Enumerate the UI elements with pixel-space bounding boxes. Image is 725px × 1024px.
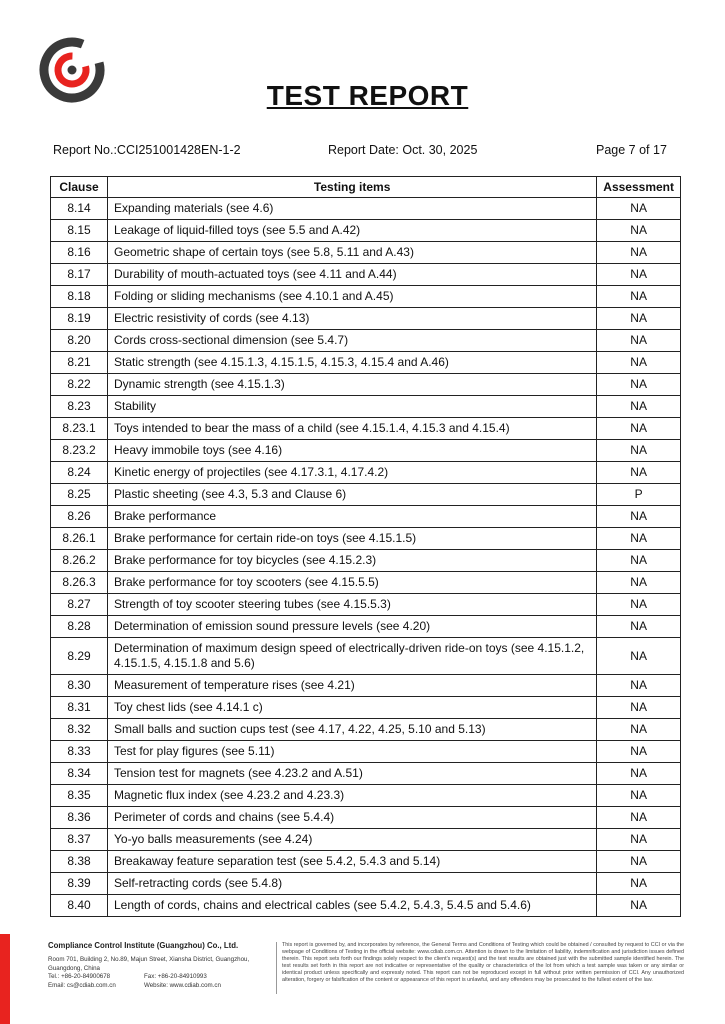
assessment-cell: NA (597, 895, 681, 917)
table-row (51, 638, 681, 675)
clause-cell: 8.26.2 (51, 550, 108, 572)
assessment-cell: NA (597, 506, 681, 528)
testing-item-cell: Leakage of liquid-filled toys (see 5.5 and A.42) (108, 220, 597, 242)
testing-item-cell: Cords cross-sectional dimension (see 5.4.7) (108, 330, 597, 352)
table-row (51, 198, 681, 220)
assessment-cell: NA (597, 550, 681, 572)
assessment-cell: NA (597, 220, 681, 242)
clause-cell: 8.22 (51, 374, 108, 396)
table-row (51, 220, 681, 242)
assessment-cell: NA (597, 462, 681, 484)
assessment-cell: NA (597, 242, 681, 264)
clause-cell: 8.28 (51, 616, 108, 638)
assessment-cell: NA (597, 807, 681, 829)
clause-cell: 8.31 (51, 697, 108, 719)
testing-item-cell: Expanding materials (see 4.6) (108, 198, 597, 220)
assessment-cell: NA (597, 741, 681, 763)
assessment-cell: NA (597, 396, 681, 418)
column-header-testing-items: Testing items (108, 177, 597, 198)
column-header-clause: Clause (51, 177, 108, 198)
testing-item-cell: Electric resistivity of cords (see 4.13) (108, 308, 597, 330)
assessment-cell: NA (597, 374, 681, 396)
clause-cell: 8.27 (51, 594, 108, 616)
testing-item-cell: Determination of emission sound pressure levels (see 4.20) (108, 616, 597, 638)
clause-cell: 8.20 (51, 330, 108, 352)
page-number: Page 7 of 17 (596, 143, 667, 157)
table-row (51, 484, 681, 506)
table-row (51, 572, 681, 594)
table-row (51, 697, 681, 719)
clause-cell: 8.16 (51, 242, 108, 264)
testing-item-cell: Static strength (see 4.15.1.3, 4.15.1.5, 4.15.3, 4.15.4 and A.46) (108, 352, 597, 374)
report-date: Report Date: Oct. 30, 2025 (328, 143, 478, 157)
report-number: Report No.:CCI251001428EN-1-2 (53, 143, 241, 157)
testing-item-cell: Brake performance (108, 506, 597, 528)
table-row (51, 264, 681, 286)
clause-cell: 8.23.1 (51, 418, 108, 440)
table-row (51, 719, 681, 741)
testing-item-cell: Toys intended to bear the mass of a child (see 4.15.1.4, 4.15.3 and 4.15.4) (108, 418, 597, 440)
table-row (51, 440, 681, 462)
clause-cell: 8.29 (51, 638, 108, 675)
assessment-cell: NA (597, 829, 681, 851)
testing-item-cell: Dynamic strength (see 4.15.1.3) (108, 374, 597, 396)
page-title: TEST REPORT (266, 80, 469, 111)
testing-item-cell: Brake performance for certain ride-on toys (see 4.15.1.5) (108, 528, 597, 550)
clause-cell: 8.39 (51, 873, 108, 895)
email: Email: cs@cdiab.com.cn (48, 981, 116, 989)
table-row (51, 374, 681, 396)
assessment-cell: NA (597, 785, 681, 807)
testing-item-cell: Length of cords, chains and electrical cables (see 5.4.2, 5.4.3, 5.4.5 and 5.4.6) (108, 895, 597, 917)
clause-cell: 8.23 (51, 396, 108, 418)
assessment-cell: NA (597, 675, 681, 697)
assessment-cell: P (597, 484, 681, 506)
assessment-cell: NA (597, 638, 681, 675)
testing-item-cell: Tension test for magnets (see 4.23.2 and A.51) (108, 763, 597, 785)
table-row (51, 785, 681, 807)
clause-cell: 8.26.3 (51, 572, 108, 594)
assessment-cell: NA (597, 330, 681, 352)
table-row (51, 396, 681, 418)
clause-cell: 8.30 (51, 675, 108, 697)
assessment-cell: NA (597, 440, 681, 462)
clause-cell: 8.15 (51, 220, 108, 242)
testing-item-cell: Kinetic energy of projectiles (see 4.17.3.1, 4.17.4.2) (108, 462, 597, 484)
testing-item-cell: Plastic sheeting (see 4.3, 5.3 and Clause 6) (108, 484, 597, 506)
table-row (51, 528, 681, 550)
legal-disclaimer: This report is governed by, and incorporates by reference, the General Terms and Conditions of Testing which could be obtained / consulted by request to CCI or via the webpage of Conditions of Testing in the official website: www.cdiab.com.cn. Attention is drawn to the limitation of liability, indemnification and jurisdiction issues defined therein. This report sets forth our findings solely respect to the client's request(s) and the test results are obtained just with the submitted sample identified herein. The test results set forth in this report are not indicative or representative of the quality or characteristics of the lot from which a test sample was taken or any similar or identical product unless specifically and expressly noted. This report can not be reproduced except in full without prior written permission of CCI. Any unauthorized alteration, forgery or falsification of the content or appearance of this report is unlawful, and any offenders may be prosecuted to the fullest extent of the law. (282, 942, 684, 984)
table-row (51, 763, 681, 785)
accent-bar (0, 934, 10, 1024)
testing-item-cell: Breakaway feature separation test (see 5.4.2, 5.4.3 and 5.14) (108, 851, 597, 873)
assessment-cell: NA (597, 763, 681, 785)
table-row (51, 330, 681, 352)
clause-cell: 8.40 (51, 895, 108, 917)
fax: Fax: +86-20-84910993 (144, 973, 207, 981)
table-row (51, 462, 681, 484)
testing-item-cell: Perimeter of cords and chains (see 5.4.4) (108, 807, 597, 829)
table-row (51, 616, 681, 638)
table-header-row (51, 177, 681, 198)
table-row (51, 550, 681, 572)
testing-item-cell: Self-retracting cords (see 5.4.8) (108, 873, 597, 895)
clause-cell: 8.25 (51, 484, 108, 506)
assessment-cell: NA (597, 528, 681, 550)
table-row (51, 741, 681, 763)
clause-cell: 8.23.2 (51, 440, 108, 462)
testing-item-cell: Folding or sliding mechanisms (see 4.10.1 and A.45) (108, 286, 597, 308)
table-row (51, 895, 681, 917)
assessment-cell: NA (597, 264, 681, 286)
table-row (51, 308, 681, 330)
table-row (51, 807, 681, 829)
testing-item-cell: Test for play figures (see 5.11) (108, 741, 597, 763)
clause-cell: 8.17 (51, 264, 108, 286)
column-header-assessment: Assessment (597, 177, 681, 198)
clause-cell: 8.34 (51, 763, 108, 785)
assessment-cell: NA (597, 851, 681, 873)
assessment-cell: NA (597, 594, 681, 616)
assessment-cell: NA (597, 352, 681, 374)
table-row (51, 352, 681, 374)
assessment-cell: NA (597, 572, 681, 594)
testing-item-cell: Heavy immobile toys (see 4.16) (108, 440, 597, 462)
clause-cell: 8.14 (51, 198, 108, 220)
company-name: Compliance Control Institute (Guangzhou) Co., Ltd. (48, 941, 239, 950)
testing-item-cell: Determination of maximum design speed of electrically-driven ride-on toys (see 4.15.1.2, 4.15.1.5, 4.15.1.8 and 5.6) (108, 638, 597, 675)
clause-cell: 8.37 (51, 829, 108, 851)
testing-item-cell: Toy chest lids (see 4.14.1 c) (108, 697, 597, 719)
testing-item-cell: Small balls and suction cups test (see 4.17, 4.22, 4.25, 5.10 and 5.13) (108, 719, 597, 741)
address-line-1: Room 701, Building 2, No.89, Majun Street, Xiansha District, Guangzhou, (48, 956, 250, 963)
testing-item-cell: Measurement of temperature rises (see 4.21) (108, 675, 597, 697)
testing-item-cell: Strength of toy scooter steering tubes (see 4.15.5.3) (108, 594, 597, 616)
assessment-cell: NA (597, 198, 681, 220)
testing-item-cell: Brake performance for toy scooters (see 4.15.5.5) (108, 572, 597, 594)
website: Website: www.cdiab.com.cn (144, 981, 221, 989)
testing-item-cell: Durability of mouth-actuated toys (see 4.11 and A.44) (108, 264, 597, 286)
testing-item-cell: Geometric shape of certain toys (see 5.8, 5.11 and A.43) (108, 242, 597, 264)
clause-cell: 8.32 (51, 719, 108, 741)
table-row (51, 675, 681, 697)
table-row (51, 418, 681, 440)
clause-cell: 8.35 (51, 785, 108, 807)
clause-cell: 8.26.1 (51, 528, 108, 550)
address-line-2: Guangdong, China (48, 964, 100, 972)
table-row (51, 286, 681, 308)
table-row (51, 242, 681, 264)
clause-cell: 8.36 (51, 807, 108, 829)
clause-cell: 8.33 (51, 741, 108, 763)
testing-item-cell: Yo-yo balls measurements (see 4.24) (108, 829, 597, 851)
assessment-cell: NA (597, 873, 681, 895)
company-contact-block (48, 941, 278, 990)
clause-cell: 8.21 (51, 352, 108, 374)
table-row (51, 829, 681, 851)
clause-cell: 8.24 (51, 462, 108, 484)
testing-item-cell: Magnetic flux index (see 4.23.2 and 4.23.3) (108, 785, 597, 807)
table-row (51, 594, 681, 616)
clause-cell: 8.26 (51, 506, 108, 528)
testing-item-cell: Stability (108, 396, 597, 418)
table-row (51, 851, 681, 873)
assessment-cell: NA (597, 719, 681, 741)
footer-divider (276, 942, 277, 994)
table-row (51, 873, 681, 895)
clause-cell: 8.38 (51, 851, 108, 873)
table-row (51, 506, 681, 528)
clause-cell: 8.18 (51, 286, 108, 308)
assessment-cell: NA (597, 418, 681, 440)
telephone: Tel.: +86-20-84900678 (48, 973, 111, 981)
assessment-cell: NA (597, 697, 681, 719)
test-items-table (50, 176, 681, 917)
assessment-cell: NA (597, 616, 681, 638)
testing-item-cell: Brake performance for toy bicycles (see 4.15.2.3) (108, 550, 597, 572)
assessment-cell: NA (597, 308, 681, 330)
assessment-cell: NA (597, 286, 681, 308)
clause-cell: 8.19 (51, 308, 108, 330)
